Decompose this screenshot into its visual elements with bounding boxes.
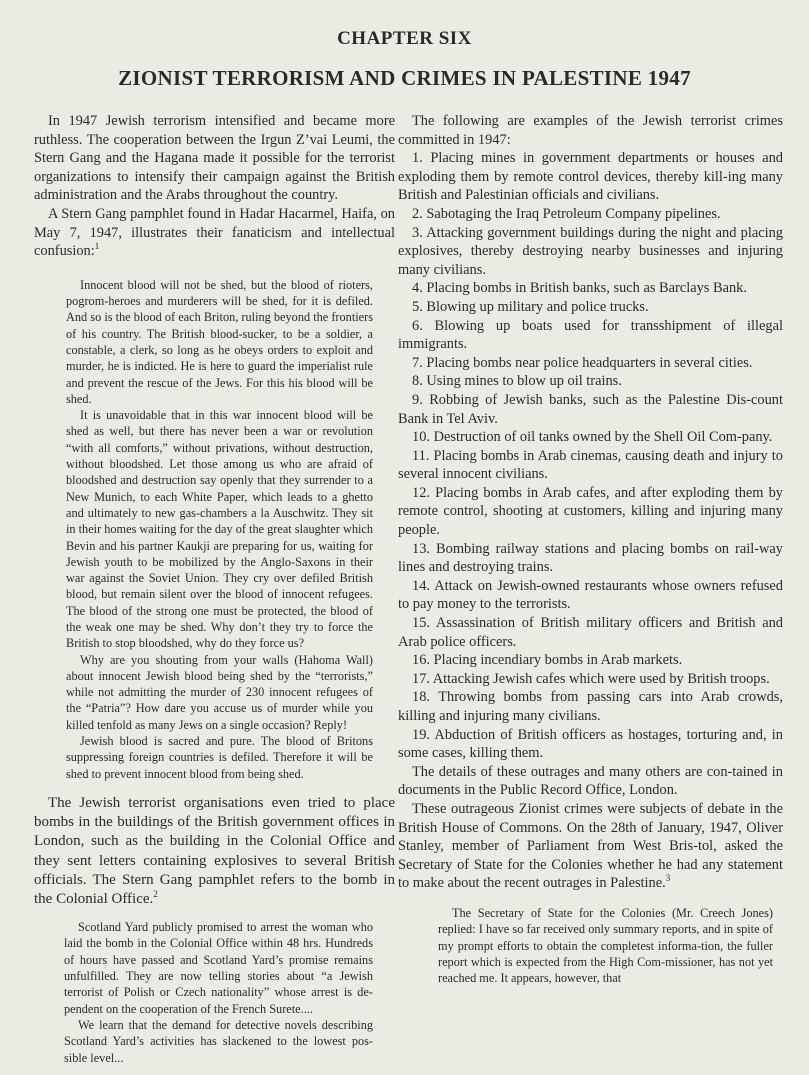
list-item: 2. Sabotaging the Iraq Petroleum Company pipelines. — [412, 205, 721, 222]
quote-paragraph: Why are you shouting from your walls (Hahoma Wall) about innocent Jewish blood being shed by the “terrorists,” while not admitting the murder of 230 innocent refugees of the “Patria”? How dare you accuse us of murder while you killed tenfold as many Jews on a single occasion? Reply! — [66, 652, 373, 732]
list-item: 12. Placing bombs in Arab cafes, and after exploding them by remote control, shooting at customers, killing and injuring many people. — [398, 484, 783, 539]
list-item: 9. Robbing of Jewish banks, such as the Palestine Dis-count Bank in Tel Aviv. — [398, 391, 783, 427]
list-item: 17. Attacking Jewish cafes which were used by British troops. — [412, 670, 770, 687]
list-item: 14. Attack on Jewish-owned restaurants whose owners refused to pay money to the terrorists. — [398, 577, 783, 613]
paragraph: These outrageous Zionist crimes were subjects of debate in the British House of Commons. On the 28th of January, 1947, Oliver Stanley, member of Parliament from West Bris-tol, asked the Secretary of State for the Colonies whether he had any statement to make about the recent outrages in Palestine.$^3$ — [398, 800, 783, 892]
paragraph: The following are examples of the Jewish terrorist crimes committed in 1947: — [398, 113, 783, 148]
crime-list — [398, 149, 783, 763]
list-item: 10. Destruction of oil tanks owned by the Shell Oil Com-pany. — [412, 429, 773, 446]
quote-paragraph: We learn that the demand for detective novels describing Scotland Yard’s activities has slackened to the lowest pos-sible level... — [64, 1017, 373, 1065]
quote-paragraph: Scotland Yard publicly promised to arrest the woman who laid the bomb in the Colonial Office within 48 hrs. Hundreds of hours have passed and Scotland Yard’s promise remains unfulfilled. They are now telling stories about “a Jewish terrorist of Polish or Czech nationality” whose arrest is de-pendent on the cooperation of the French Surete.... — [64, 920, 373, 1016]
paragraph: The details of these outrages and many others are con-tained in documents in the Public Record Office, London. — [398, 763, 783, 799]
paragraph: In 1947 Jewish terrorism intensified and became more ruthless. The cooperation between the Irgun Z’vai Leumi, the Stern Gang and the Hagana made it possible for the terrorist organizations to intensify their campaign against the British administration and the Arabs throughout the country. — [34, 113, 395, 204]
list-item: 15. Assassination of British military officers and British and Arab police officers. — [398, 615, 783, 650]
list-item: 4. Placing bombs in British banks, such as Barclays Bank. — [412, 280, 747, 297]
paragraph: A Stern Gang pamphlet found in Hadar Hacarmel, Haifa, on May 7, 1947, illustrates their fanaticism and intellectual confusion:$^1$ — [34, 205, 395, 260]
list-item: 7. Placing bombs near police headquarters in several cities. — [412, 354, 753, 371]
footnote-ref: 2 — [153, 888, 158, 899]
quote-paragraph: The Secretary of State for the Colonies (Mr. Creech Jones) replied: I have so far received only summary reports, and in spite of my prompt efforts to obtain the completest informa-tion, the fuller report which is expected from the High Com-missioner, has not yet reached me. It appears, however, that — [438, 905, 773, 986]
quote-paragraph: Jewish blood is sacred and pure. The blood of Britons suppressing foreign countries is defiled. Therefore it will be shed to prevent innocent blood from being shed. — [66, 734, 373, 781]
list-item: 1. Placing mines in government departments or houses and exploding them by remote control devices, thereby kill-ing many British and Palestinian officials and civilians. — [398, 150, 783, 204]
footnote-ref: 3 — [665, 873, 671, 884]
block-quote — [438, 905, 773, 986]
list-item: 8. Using mines to blow up oil trains. — [412, 373, 622, 390]
block-quote — [64, 919, 373, 1066]
paragraph: The Jewish terrorist organisations even tried to place bombs in the buildings of the British government offices in London, such as the building in the Colonial Office and they sent letters containing explosives to several British officials. The Stern Gang pamphlet refers to the bomb in the Colonial Office.$^2$ — [34, 794, 395, 907]
quote-paragraph: It is unavoidable that in this war innocent blood will be shed as well, but there has never been a war or revolution “with all comforts,” without privations, without destruction, without bloodshed. Let those among us who are afraid of bloodshed and destruction say openly that they surrender to a New Munich, to each White Paper, which leads to a ghetto and ultimately to new gas-chambers a la Auschwitz. They sit in their homes waiting for the day of the great slaughter which Bevin and his partner Kaukji are preparing for us, waiting for Jewish youth to be mobilized by the Anglo-Saxons in their war against the Soviet Union. They cry over defiled British blood, but remain silent over the blood of innocent refugees. The blood of the strong one must be protected, the blood of the weak one may be shed. Why don’t they try to force the British to stop bloodshed, why do they force us? — [66, 408, 373, 651]
right-column — [398, 112, 783, 986]
left-column — [34, 112, 395, 1066]
list-item: 16. Placing incendiary bombs in Arab markets. — [412, 652, 683, 669]
quote-paragraph: Innocent blood will not be shed, but the blood of rioters, pogrom-heroes and murderers will be shed, for it is defiled. And so is the blood of each Briton, ruling beyond the frontiers of his country. The British blood-sucker, to be a soldier, a constable, a clerk, so long as he obeys orders to exploit and murder, he is indicted. He is here to guard the imperialist rule and prevent the rescue of the Jews. For this his blood will be shed. — [66, 277, 373, 406]
list-item: 13. Bombing railway stations and placing bombs on rail-way lines and destroying trains. — [398, 540, 783, 576]
list-item: 19. Abduction of British officers as hostages, torturing and, in some cases, killing them. — [398, 726, 783, 762]
footnote-ref: 1 — [94, 241, 100, 252]
list-item: 6. Blowing up boats used for transshipment of illegal immigrants. — [398, 317, 783, 353]
list-item: 3. Attacking government buildings during the night and placing explosives, thereby destroying nearby businesses and injuring many civilians. — [398, 224, 783, 278]
block-quote — [66, 277, 373, 782]
chapter-heading: CHAPTER SIX — [337, 28, 472, 49]
list-item: 18. Throwing bombs from passing cars into Arab crowds, killing and injuring many civilians. — [398, 689, 783, 724]
list-item: 11. Placing bombs in Arab cinemas, causing death and injury to several innocent civilians. — [398, 447, 783, 483]
page-title: ZIONIST TERRORISM AND CRIMES IN PALESTINE 1947 — [118, 66, 691, 90]
list-item: 5. Blowing up military and police trucks. — [412, 298, 649, 315]
